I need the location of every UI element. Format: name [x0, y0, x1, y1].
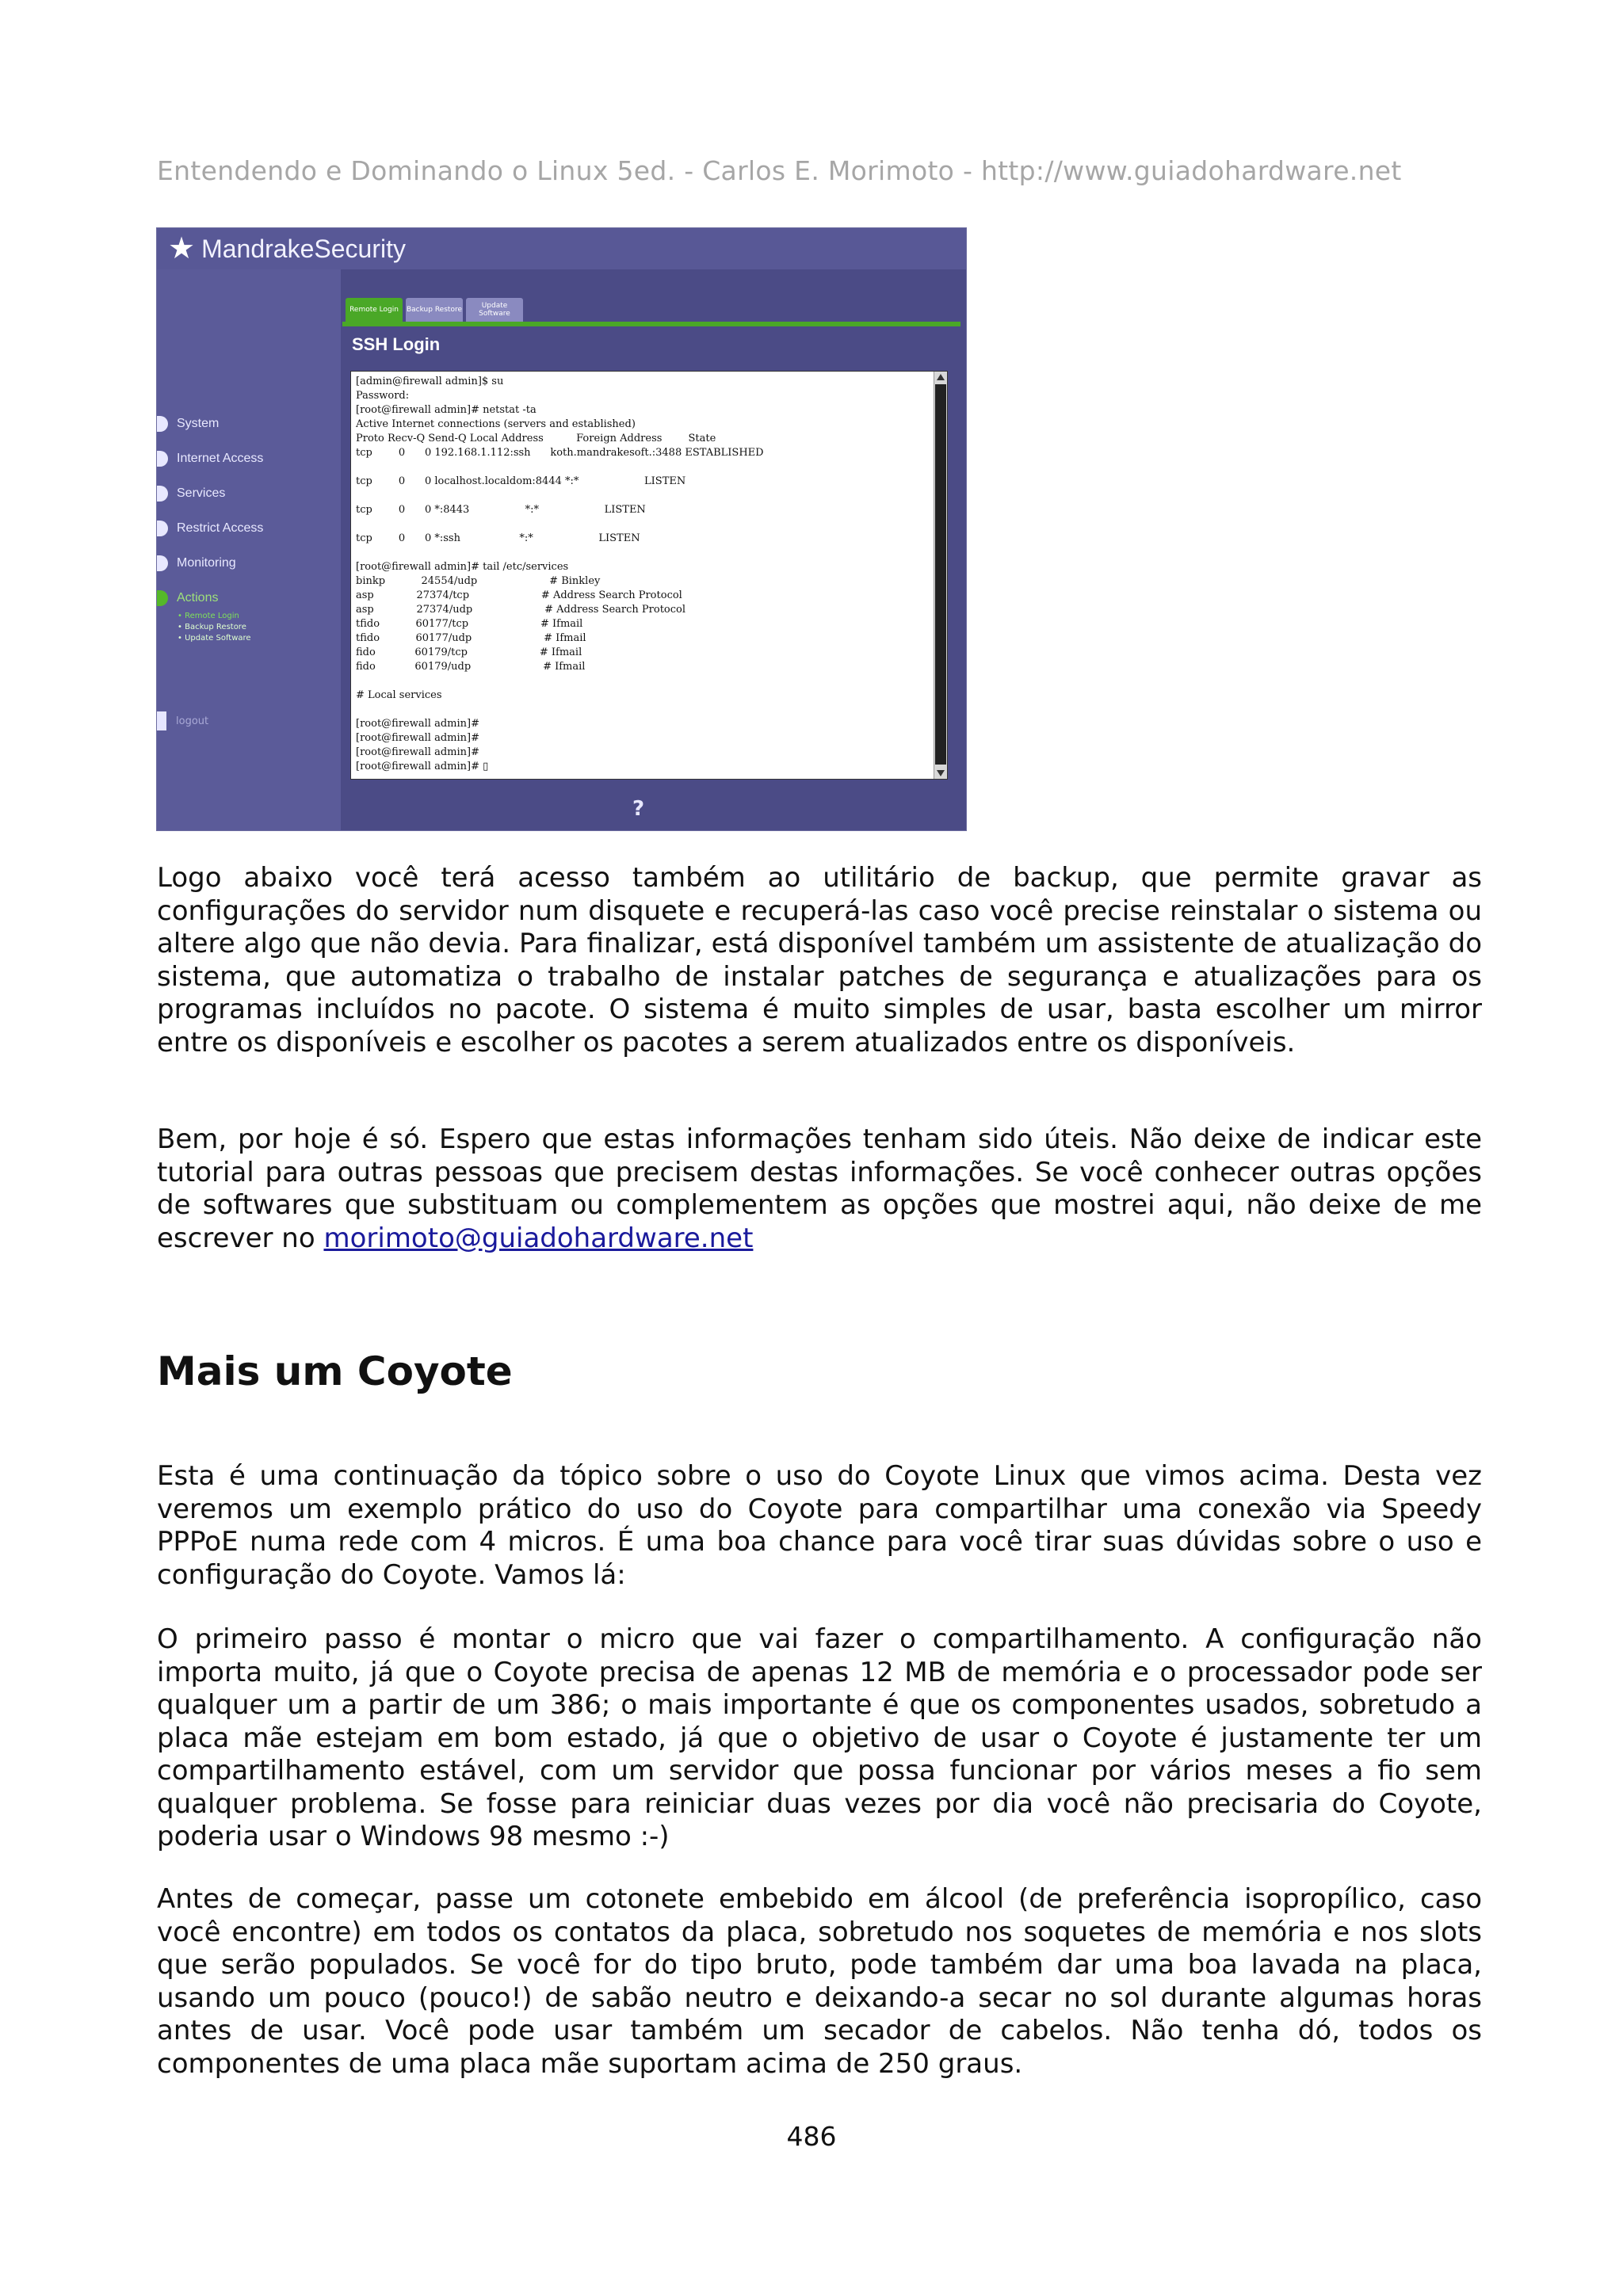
sidebar-item-label: Internet Access: [177, 452, 264, 465]
sidebar-item-monitoring[interactable]: [157, 546, 339, 581]
terminal-line: tcp 0 0 *:8443 *:* LISTEN: [356, 504, 646, 516]
terminal-line: tcp 0 0 localhost.localdom:8444 *:* LISTEN: [356, 475, 686, 487]
terminal-line: Active Internet connections (servers and established): [356, 418, 636, 430]
nav-bullet-icon: [157, 486, 168, 502]
nav-bullet-icon: [157, 521, 168, 536]
terminal-line: fido 60179/tcp # Ifmail: [356, 646, 582, 658]
logout-link[interactable]: [157, 711, 208, 730]
paragraph-first-step: [157, 1623, 1482, 1854]
sidebar-item-actions[interactable]: [157, 581, 339, 616]
sidebar-item-label: System: [177, 417, 220, 430]
tab-backup-restore[interactable]: Backup Restore: [406, 298, 463, 322]
scroll-thumb[interactable]: [935, 384, 946, 765]
ssh-terminal[interactable]: [350, 371, 948, 780]
panel-title: SSH Login: [352, 334, 441, 354]
section-title: Mais um Coyote: [157, 1348, 513, 1394]
subnav-remote-login[interactable]: • Remote Login: [178, 612, 239, 620]
logout-label: logout: [176, 715, 209, 727]
terminal-line: [356, 546, 931, 560]
terminal-scrollbar[interactable]: [934, 372, 947, 779]
paragraph-text: Logo abaixo você terá acesso também ao utilitário de backup, que permite gravar as configurações do servidor num disquete e recuperá-las caso você precise reinstalar o sistema ou altere algo que não devia. Para finalizar, está disponível também um assistente de atualização do sistema, que automatiza o trabalho de instalar patches de segurança e atualizações para os programas incluídos no pacote. O sistema é muito simples de usar, basta escolher um mirror entre os disponíveis e escolher os pacotes a serem atualizados entre os disponíveis.: [157, 862, 1482, 1058]
paragraph-text: O primeiro passo é montar o micro que vai fazer o compartilhamento. A configuração não importa muito, já que o Coyote precisa de apenas 12 MB de memória e o processador pode ser qualquer um a partir de um 386; o mais importante é que os componentes usados, sobretudo a placa mãe estejam em bom estado, já que o objetivo de usar o Coyote é justamente ter um compartilhamento estável, com um servidor que possa funcionar por vários meses a fio sem qualquer problema. Se fosse para reiniciar duas vezes por dia você não precisaria do Coyote, poderia usar o Windows 98 mesmo :-): [157, 1623, 1482, 1852]
tab-bar: [346, 298, 523, 322]
terminal-line: # Local services: [356, 689, 442, 701]
terminal-line: Proto Recv-Q Send-Q Local Address Foreign Address State: [356, 433, 716, 444]
scroll-up-icon[interactable]: [937, 374, 945, 380]
terminal-line: [root@firewall admin]#: [356, 746, 479, 758]
terminal-line: tcp 0 0 *:ssh *:* LISTEN: [356, 532, 640, 544]
app-brand: [168, 231, 406, 266]
paragraph-coyote-intro: [157, 1460, 1482, 1592]
terminal-line: [356, 517, 931, 532]
sidebar-item-label: Restrict Access: [177, 521, 264, 535]
paragraph-text: [157, 1123, 1482, 1255]
sidebar-item-label: Actions: [177, 591, 219, 605]
terminal-line: [root@firewall admin]#: [356, 732, 479, 744]
paragraph-text: Esta é uma continuação da tópico sobre o uso do Coyote Linux que vimos acima. Desta vez veremos um exemplo prático do uso do Coyote para compartilhar uma conexão via Speedy PPPoE numa rede com 4 micros. É uma boa chance para você tirar suas dúvidas sobre o uso e configuração do Coyote. Vamos lá:: [157, 1460, 1482, 1591]
paragraph-text-part: Bem, por hoje é só. Espero que estas informações tenham sido úteis. Não deixe de indicar este tutorial para outras pessoas que precisem destas informações. Se você conhecer outras opções de softwares que substituam ou complementem as opções que mostrei aqui, não deixe de me escrever no: [157, 1123, 1482, 1254]
terminal-line: [root@firewall admin]# ▯: [356, 761, 489, 772]
sidebar-item-label: Monitoring: [177, 556, 236, 570]
terminal-line: [root@firewall admin]#: [356, 718, 479, 730]
sidebar: [157, 406, 339, 644]
email-link[interactable]: morimoto@guiadohardware.net: [323, 1222, 754, 1254]
terminal-line: fido 60179/udp # Ifmail: [356, 661, 586, 673]
terminal-line: tfido 60177/tcp # Ifmail: [356, 618, 583, 630]
terminal-line: binkp 24554/udp # Binkley: [356, 575, 601, 587]
subnav-backup-restore[interactable]: • Backup Restore: [178, 623, 246, 631]
logout-icon: [157, 711, 166, 730]
scroll-down-icon[interactable]: [937, 770, 945, 776]
paragraph-text: Antes de começar, passe um cotonete embebido em álcool (de preferência isopropílico, caso você encontre) em todos os contatos da placa, sobretudo nos soquetes de memória e nos slots que serão populados. Se você for do tipo bruto, pode também dar uma boa lavada na placa, usando um pouco (pouco!) de sabão neutro e deixando-a secar no sol durante algumas horas antes de usar. Você pode usar também um secador de cabelos. Não tenha dó, todos os componentes de uma placa mãe suportam acima de 250 graus.: [157, 1883, 1482, 2080]
subnav-update-software[interactable]: • Update Software: [178, 634, 251, 643]
paragraph-backup: [157, 862, 1482, 1059]
nav-bullet-icon: [157, 590, 168, 606]
help-icon[interactable]: ?: [632, 797, 645, 821]
page-header: Entendendo e Dominando o Linux 5ed. - Carlos E. Morimoto - http://www.guiadohardware.net: [157, 155, 1402, 186]
terminal-line: Password:: [356, 390, 410, 402]
sidebar-item-label: Services: [177, 486, 226, 500]
star-logo-icon: ★: [168, 232, 196, 265]
terminal-line: asp 27374/udp # Address Search Protocol: [356, 604, 686, 616]
terminal-line: [356, 674, 931, 688]
paragraph-cleaning: [157, 1883, 1482, 2081]
mandrake-security-screenshot: [156, 227, 967, 831]
page-number: 486: [786, 2121, 837, 2152]
terminal-line: tfido 60177/udp # Ifmail: [356, 632, 586, 644]
terminal-line: [admin@firewall admin]$ su: [356, 376, 504, 387]
paragraph-closing: [157, 1123, 1482, 1255]
terminal-line: tcp 0 0 192.168.1.112:ssh koth.mandrakesoft.:3488 ESTABLISHED: [356, 447, 764, 459]
tab-strip: [342, 322, 960, 326]
sidebar-item-system[interactable]: [157, 406, 339, 441]
terminal-output: [356, 375, 931, 774]
nav-bullet-icon: [157, 416, 168, 432]
nav-bullet-icon: [157, 451, 168, 467]
brand-name: MandrakeSecurity: [201, 234, 406, 263]
terminal-line: [root@firewall admin]# tail /etc/services: [356, 561, 569, 573]
actions-submenu: [157, 611, 339, 644]
sidebar-item-internet-access[interactable]: [157, 441, 339, 476]
terminal-line: [root@firewall admin]# netstat -ta: [356, 404, 537, 416]
sidebar-item-restrict-access[interactable]: [157, 511, 339, 546]
terminal-line: [356, 703, 931, 717]
sidebar-item-services[interactable]: [157, 476, 339, 511]
nav-bullet-icon: [157, 555, 168, 571]
tab-remote-login[interactable]: Remote Login: [346, 298, 403, 322]
terminal-line: asp 27374/tcp # Address Search Protocol: [356, 589, 682, 601]
tab-update-software[interactable]: Update Software: [466, 298, 523, 322]
terminal-line: [356, 489, 931, 503]
terminal-line: [356, 460, 931, 475]
